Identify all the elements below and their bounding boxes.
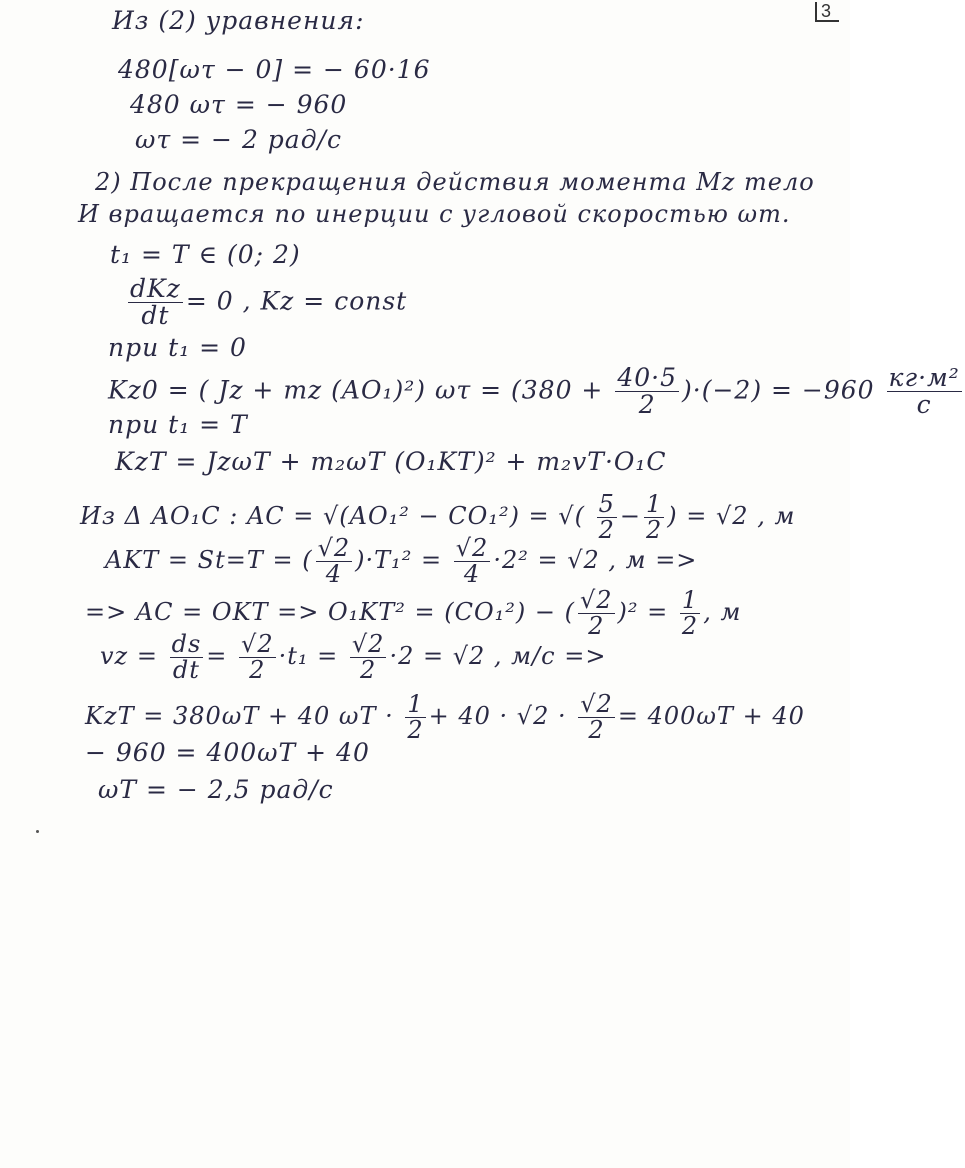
triangle-AC-line: Из Δ AO₁C : AC = √(AO₁² − CO₁²) = √( $\frac{5}{2}$ − $\frac{1}{2}$ ) = √2 , м: [80, 490, 796, 545]
kz0-equation: Kz0 = ( Jz + mz (AO₁)²) ωτ = (380 + $\frac{40\cdot 5}{2}$ )·(−2) = −960 $\frac{\text{кг·м²}}{с}$: [108, 363, 960, 420]
fraction: $\frac{1}{2}$: [407, 690, 424, 745]
stray-mark: [36, 830, 39, 833]
fraction: $\frac{√2}{2}$: [579, 586, 613, 641]
kzT-substitution-line: KzT = 380ωT + 40 ωT · $\frac{1}{2}$ + 40 · √2 · $\frac{√2}{2}$ = 400ωT + 40: [85, 690, 805, 745]
equation-line: 480[ωτ − 0] = − 60·16: [118, 55, 431, 84]
unit-fraction: $\frac{\text{кг·м²}}{с}$: [888, 363, 960, 420]
fraction: $\frac{√2}{2}$: [241, 630, 274, 685]
fraction: $\frac{√2}{2}$: [580, 690, 613, 745]
AKT-line: AKT = St=T = ( $\frac{√2}{4}$ )·T₁² = $\frac{√2}{4}$ ·2² = √2 , м =>: [105, 534, 698, 589]
condition-t-zero: при t₁ = 0: [108, 333, 247, 362]
line-from-equation-2: Из (2) уравнения:: [112, 6, 365, 35]
equation-line: 480 ωτ = − 960: [130, 90, 348, 119]
result-omega-T: ωT = − 2,5 рад/с: [98, 775, 334, 804]
text-line-after-moment: 2) После прекращения действия момента Mz тело: [95, 168, 815, 196]
momentum-derivative-line: $\frac{\text{dKz}}{dt}$ = 0 , Kz = const: [130, 274, 408, 331]
fraction: $\frac{1}{2}$: [645, 490, 663, 545]
result-omega-tau: ωτ = − 2 рад/с: [135, 125, 342, 154]
fraction: $\frac{\text{dKz}}{dt}$: [130, 274, 181, 331]
fraction: $\frac{40\cdot 5}{2}$: [617, 363, 678, 420]
fraction: $\frac{√2}{4}$: [317, 534, 351, 589]
condition-t-T: при t₁ = T: [108, 410, 248, 439]
text-line-inertia: И вращается по инерции с угловой скоростью ωт.: [78, 200, 791, 228]
time-interval-line: t₁ = T ∈ (0; 2): [110, 240, 301, 269]
kzT-equation: KzT = JzωT + m₂ωT (O₁KT)² + m₂vT·O₁C: [115, 447, 667, 476]
velocity-line: vz = $\frac{ds}{dt}$ = $\frac{√2}{2}$ ·t₁ = $\frac{√2}{2}$ ·2 = √2 , м/с =>: [100, 630, 607, 685]
O1KT-line: => AC = OKT => O₁KT² = (CO₁²) − ( $\frac{√2}{2}$ )² = $\frac{1}{2}$ , м: [85, 586, 742, 641]
fraction: $\frac{1}{2}$: [681, 586, 699, 641]
page-number: 3: [815, 2, 839, 22]
fraction: $\frac{ds}{dt}$: [171, 630, 202, 685]
fraction: $\frac{√2}{2}$: [351, 630, 385, 685]
fraction: $\frac{√2}{4}$: [455, 534, 489, 589]
equation-line: − 960 = 400ωT + 40: [85, 738, 370, 767]
fraction: $\frac{5}{2}$: [598, 490, 615, 545]
